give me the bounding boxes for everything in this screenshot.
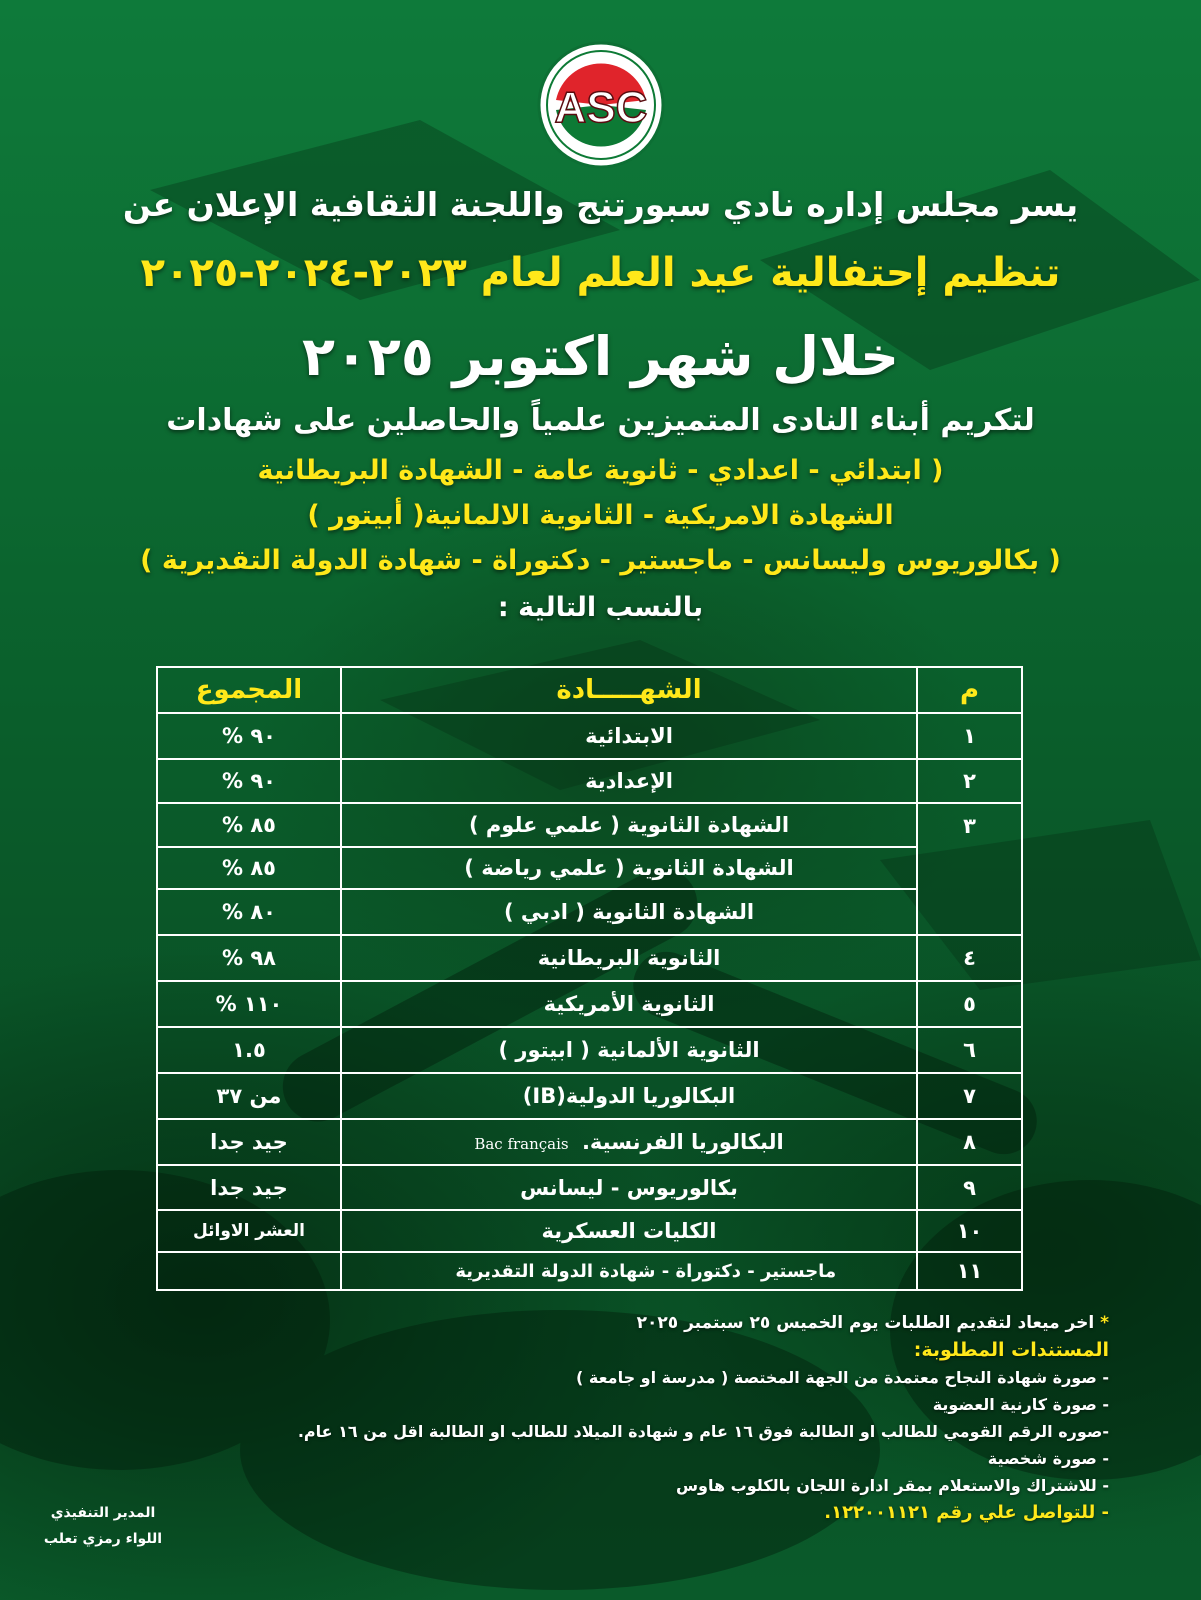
row-number: ١ xyxy=(917,713,1022,759)
row-number: ٢ xyxy=(917,759,1022,803)
row-total xyxy=(157,1252,341,1290)
logo-text: ASC xyxy=(554,83,648,132)
announcement-line-1: يسر مجلس إداره نادي سبورتنج واللجنة الثقافية الإعلان عن xyxy=(122,185,1079,224)
row-total: ٨٥ % xyxy=(157,803,341,847)
honoring-line: لتكريم أبناء النادى المتميزين علمياً والحاصلين على شهادات xyxy=(166,403,1035,438)
row-certificate: الإعدادية xyxy=(341,759,917,803)
row-number: ٨ xyxy=(917,1119,1022,1165)
deadline-text: اخر ميعاد لتقديم الطلبات يوم الخميس ٢٥ سبتمبر ٢٠٢٥ xyxy=(636,1313,1095,1333)
table-row xyxy=(157,713,1022,759)
notes-section xyxy=(109,1310,1109,1526)
row-number: ٣ xyxy=(917,803,1022,935)
row-total: ٩٠ % xyxy=(157,759,341,803)
row-number: ٥ xyxy=(917,981,1022,1027)
row-number: ٧ xyxy=(917,1073,1022,1119)
table-row xyxy=(157,1073,1022,1119)
certificates-line-1: ( ابتدائي - اعدادي - ثانوية عامة - الشهادة البريطانية xyxy=(257,455,944,486)
row-certificate: الكليات العسكرية xyxy=(341,1210,917,1252)
percentages-intro: بالنسب التالية : xyxy=(497,592,704,623)
row-certificate: ماجستير - دكتوراة - شهادة الدولة التقديرية xyxy=(341,1252,917,1290)
row-certificate: الابتدائية xyxy=(341,713,917,759)
table-row xyxy=(157,889,1022,935)
document-item: - صورة شخصية xyxy=(987,1449,1109,1468)
row-certificate: البكالوريا الدولية(IB) xyxy=(341,1073,917,1119)
row-certificate: الشهادة الثانوية ( علمي علوم ) xyxy=(341,803,917,847)
table-row xyxy=(157,981,1022,1027)
row-total: ٨٠ % xyxy=(157,889,341,935)
table-row xyxy=(157,847,1022,889)
star-icon: * xyxy=(1100,1313,1109,1333)
certificates-line-3: ( بكالوريوس وليسانس - ماجستير - دكتوراة - شهادة الدولة التقديرية ) xyxy=(140,545,1061,576)
table-row xyxy=(157,759,1022,803)
table-row xyxy=(157,1252,1022,1290)
row-certificate: بكالوريوس - ليسانس xyxy=(341,1165,917,1210)
row-certificate: الثانوية البريطانية xyxy=(341,935,917,981)
row-number: ٦ xyxy=(917,1027,1022,1073)
header-certificate: الشهـــــادة xyxy=(341,667,917,713)
event-title: تنظيم إحتفالية عيد العلم لعام ٢٠٢٣-٢٠٢٤-٢٠٢٥ xyxy=(140,250,1061,296)
row-total: ٩٨ % xyxy=(157,935,341,981)
row-total: ١١٠ % xyxy=(157,981,341,1027)
document-item: - صورة كارنية العضوية xyxy=(932,1395,1109,1414)
row-certificate: الشهادة الثانوية ( علمي رياضة ) xyxy=(341,847,917,889)
header-m: م xyxy=(917,667,1022,713)
table-row xyxy=(157,1165,1022,1210)
event-month: خلال شهر اكتوبر ٢٠٢٥ xyxy=(301,325,900,388)
row-certificate: الثانوية الألمانية ( ابيتور ) xyxy=(341,1027,917,1073)
contact-line: - للتواصل علي رقم ١٢٢٠٠١١٢١. xyxy=(824,1502,1109,1523)
row-number: ١٠ xyxy=(917,1210,1022,1252)
grades-table xyxy=(156,666,1023,1291)
row-certificate-french: Bac français xyxy=(474,1135,569,1153)
certificates-line-2: الشهادة الامريكية - الثانوية الالمانية( أبيتور ) xyxy=(307,500,894,531)
row-certificate: البكالوريا الفرنسية. xyxy=(581,1130,784,1154)
header-total: المجموع xyxy=(157,667,341,713)
asc-logo xyxy=(536,40,666,170)
required-documents-title: المستندات المطلوبة: xyxy=(913,1339,1109,1361)
deadline-note xyxy=(109,1310,1109,1337)
row-number: ٤ xyxy=(917,935,1022,981)
signature-block xyxy=(18,1500,188,1552)
table-row xyxy=(157,935,1022,981)
row-total: جيد جدا xyxy=(157,1165,341,1210)
row-total: ٨٥ % xyxy=(157,847,341,889)
row-total: من ٣٧ xyxy=(157,1073,341,1119)
row-total: جيد جدا xyxy=(157,1119,341,1165)
row-number: ٩ xyxy=(917,1165,1022,1210)
row-number: ١١ xyxy=(917,1252,1022,1290)
row-certificate-cell xyxy=(341,1119,917,1165)
document-item: - صورة شهادة النجاح معتمدة من الجهة المختصة ( مدرسة او جامعة ) xyxy=(576,1368,1109,1387)
row-certificate: الثانوية الأمريكية xyxy=(341,981,917,1027)
row-certificate: الشهادة الثانوية ( ادبي ) xyxy=(341,889,917,935)
table-row xyxy=(157,1210,1022,1252)
signature-name: اللواء رمزي تعلب xyxy=(43,1531,163,1547)
table-header-row xyxy=(157,667,1022,713)
document-item: -صوره الرقم القومي للطالب او الطالبة فوق ١٦ عام و شهادة الميلاد للطالب او الطالبة اقل من ١٦ عام. xyxy=(297,1422,1109,1441)
row-total: العشر الاوائل xyxy=(157,1210,341,1252)
table-row xyxy=(157,1027,1022,1073)
table-row xyxy=(157,803,1022,847)
table-row xyxy=(157,1119,1022,1165)
signature-title: المدير التنفيذي xyxy=(50,1505,156,1521)
row-total: ٩٠ % xyxy=(157,713,341,759)
row-total: ١.٥ xyxy=(157,1027,341,1073)
document-item: - للاشتراك والاستعلام بمقر ادارة اللجان بالكلوب هاوس xyxy=(675,1476,1109,1495)
